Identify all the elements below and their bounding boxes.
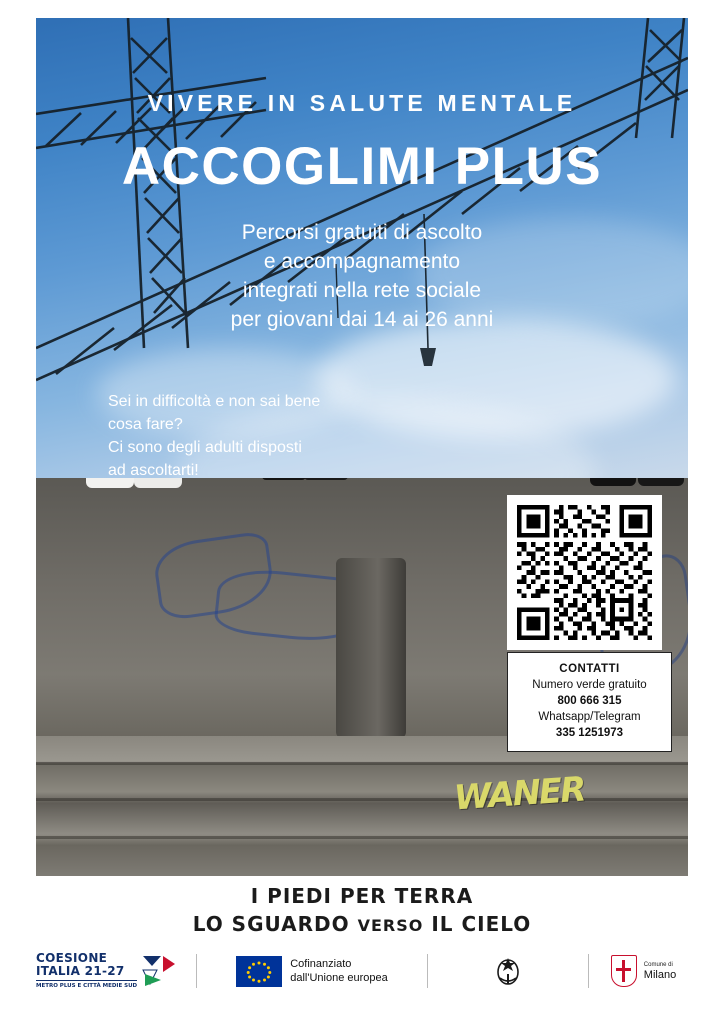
poster-kicker: VIVERE IN SALUTE MENTALE — [147, 90, 577, 116]
logo-bar — [36, 944, 688, 998]
slogan-word-lo-sguardo: LO SGUARDO — [192, 912, 350, 936]
comune-line-2: Milano — [643, 968, 677, 981]
subtitle-line: integrati nella rete sociale — [242, 279, 482, 302]
subtitle-line: e accompagnamento — [263, 250, 461, 273]
contacts-box — [507, 652, 672, 752]
eu-flag-icon — [236, 956, 282, 987]
question-line: Sei in difficoltà e non sai bene — [108, 393, 321, 410]
qr-code-icon — [517, 505, 652, 640]
subtitle-line: per giovani dai 14 ai 26 anni — [230, 308, 494, 331]
graffiti-tag: WANER — [452, 769, 586, 819]
slogan-line-2 — [0, 912, 724, 936]
logo-divider — [588, 954, 589, 988]
contacts-heading: CONTATTI — [559, 663, 620, 675]
contacts-phone-number: 800 666 315 — [557, 695, 622, 707]
sky-photo — [36, 18, 688, 478]
page-title: ACCOGLIMI PLUS — [121, 137, 603, 196]
contacts-messaging-label: Whatsapp/Telegram — [538, 711, 641, 723]
poster-question — [108, 390, 320, 478]
coesione-line-3: METRO PLUS E CITTÀ MEDIE SUD — [36, 980, 137, 990]
poster-slogan — [0, 884, 724, 936]
contacts-mobile-number: 335 1251973 — [555, 727, 624, 739]
question-line: cosa fare? — [108, 416, 183, 433]
qr-code[interactable] — [507, 495, 662, 650]
logo-divider — [196, 954, 197, 988]
comune-line-1: Comune di — [643, 961, 673, 968]
milano-crest-icon — [611, 955, 637, 987]
logo-eu — [207, 948, 417, 994]
question-line: Ci sono degli adulti disposti — [108, 439, 302, 456]
italy-flag-icon — [141, 954, 175, 988]
coesione-line-2: ITALIA 21-27 — [36, 964, 125, 978]
poster-subtitle — [36, 218, 688, 334]
eu-line-1: Cofinanziato — [290, 958, 352, 970]
logo-divider — [427, 954, 428, 988]
republic-emblem-icon — [495, 954, 521, 988]
logo-comune-milano — [599, 948, 688, 994]
person — [78, 506, 188, 836]
question-line: ad ascoltarti! — [108, 462, 199, 478]
eu-line-2: dall'Unione europea — [290, 972, 388, 984]
subtitle-line: Percorsi gratuiti di ascolto — [241, 221, 483, 244]
slogan-word-il-cielo: IL CIELO — [431, 912, 532, 936]
coesione-line-1: COESIONE — [36, 951, 108, 965]
person — [248, 496, 363, 836]
contacts-line-green-number-label: Numero verde gratuito — [532, 679, 647, 691]
slogan-line-1: I PIEDI PER TERRA — [250, 884, 474, 908]
slogan-word-verso: VERSO — [357, 916, 424, 935]
logo-coesione-italia — [36, 948, 186, 994]
logo-repubblica-italiana — [438, 948, 578, 994]
